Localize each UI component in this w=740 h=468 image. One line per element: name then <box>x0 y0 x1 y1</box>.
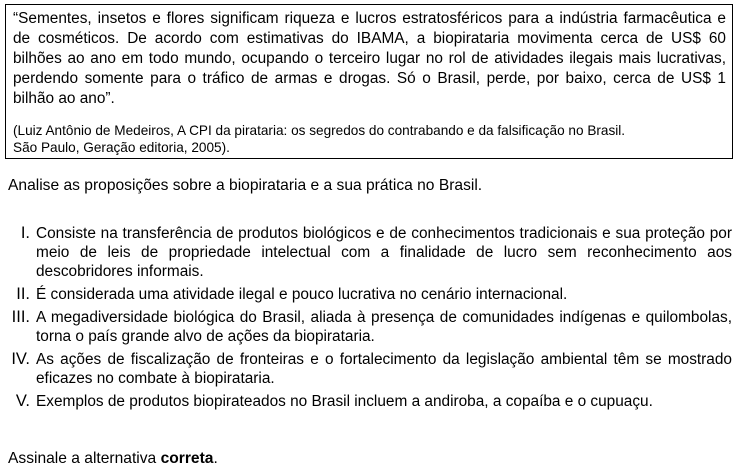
proposition-text: Consiste na transferência de produtos biológicos e de conhecimentos tradicionais e sua proteção por meio de leis de propriedade intelectual com a finalidade de lucro sem reconhecimento aos descobridores informais. <box>36 225 732 280</box>
answer-suffix: . <box>213 450 218 467</box>
citation-line-2: São Paulo, Geração editoria, 2005). <box>13 140 230 155</box>
proposition-item <box>0 350 740 388</box>
answer-emphasis: correta <box>160 450 214 467</box>
answer-instruction <box>8 450 218 468</box>
proposition-numeral: III. <box>11 308 30 326</box>
citation-line-1: (Luiz Antônio de Medeiros, A CPI da pirataria: os segredos do contrabando e da falsificação no Brasil. <box>13 123 626 138</box>
proposition-numeral: I. <box>20 224 30 242</box>
proposition-text: É considerada uma atividade ilegal e pouco lucrativa no cenário internacional. <box>36 286 568 303</box>
proposition-text: A megadiversidade biológica do Brasil, aliada à presença de comunidades indígenas e quilombolas, torna o país grande alvo de ações da biopirataria. <box>36 309 732 345</box>
proposition-numeral: IV. <box>11 350 30 368</box>
proposition-item <box>0 285 740 304</box>
propositions-list <box>0 224 740 415</box>
instruction-text: Analise as proposições sobre a biopirataria e a sua prática no Brasil. <box>8 177 483 194</box>
proposition-text: As ações de fiscalização de fronteiras e o fortalecimento da legislação ambiental têm se mostrado eficazes no combate à biopirataria. <box>36 351 732 387</box>
proposition-numeral: V. <box>15 392 30 410</box>
proposition-item <box>0 224 740 281</box>
answer-prefix: Assinale a alternativa <box>8 450 161 467</box>
proposition-numeral: II. <box>16 285 30 303</box>
citation <box>13 122 726 156</box>
proposition-text: Exemplos de produtos biopirateados no Brasil incluem a andiroba, a copaíba e o cupuaçu. <box>36 393 653 410</box>
quote-text: “Sementes, insetos e flores significam riqueza e lucros estratosféricos para a indústria farmacêutica e de cosméticos. De acordo com estimativas do IBAMA, a biopirataria movimenta cerca de US$ 60 bilhões ao ano em todo mundo, ocupando o terceiro lugar no rol de atividades ilegais mais lucrativas, perdendo somente para o tráfico de armas e drogas. Só o Brasil, perde, por baixo, cerca de US$ 1 bilhão ao ano”. <box>13 10 726 107</box>
proposition-item <box>0 392 740 411</box>
quote-box <box>5 4 733 159</box>
proposition-item <box>0 308 740 346</box>
